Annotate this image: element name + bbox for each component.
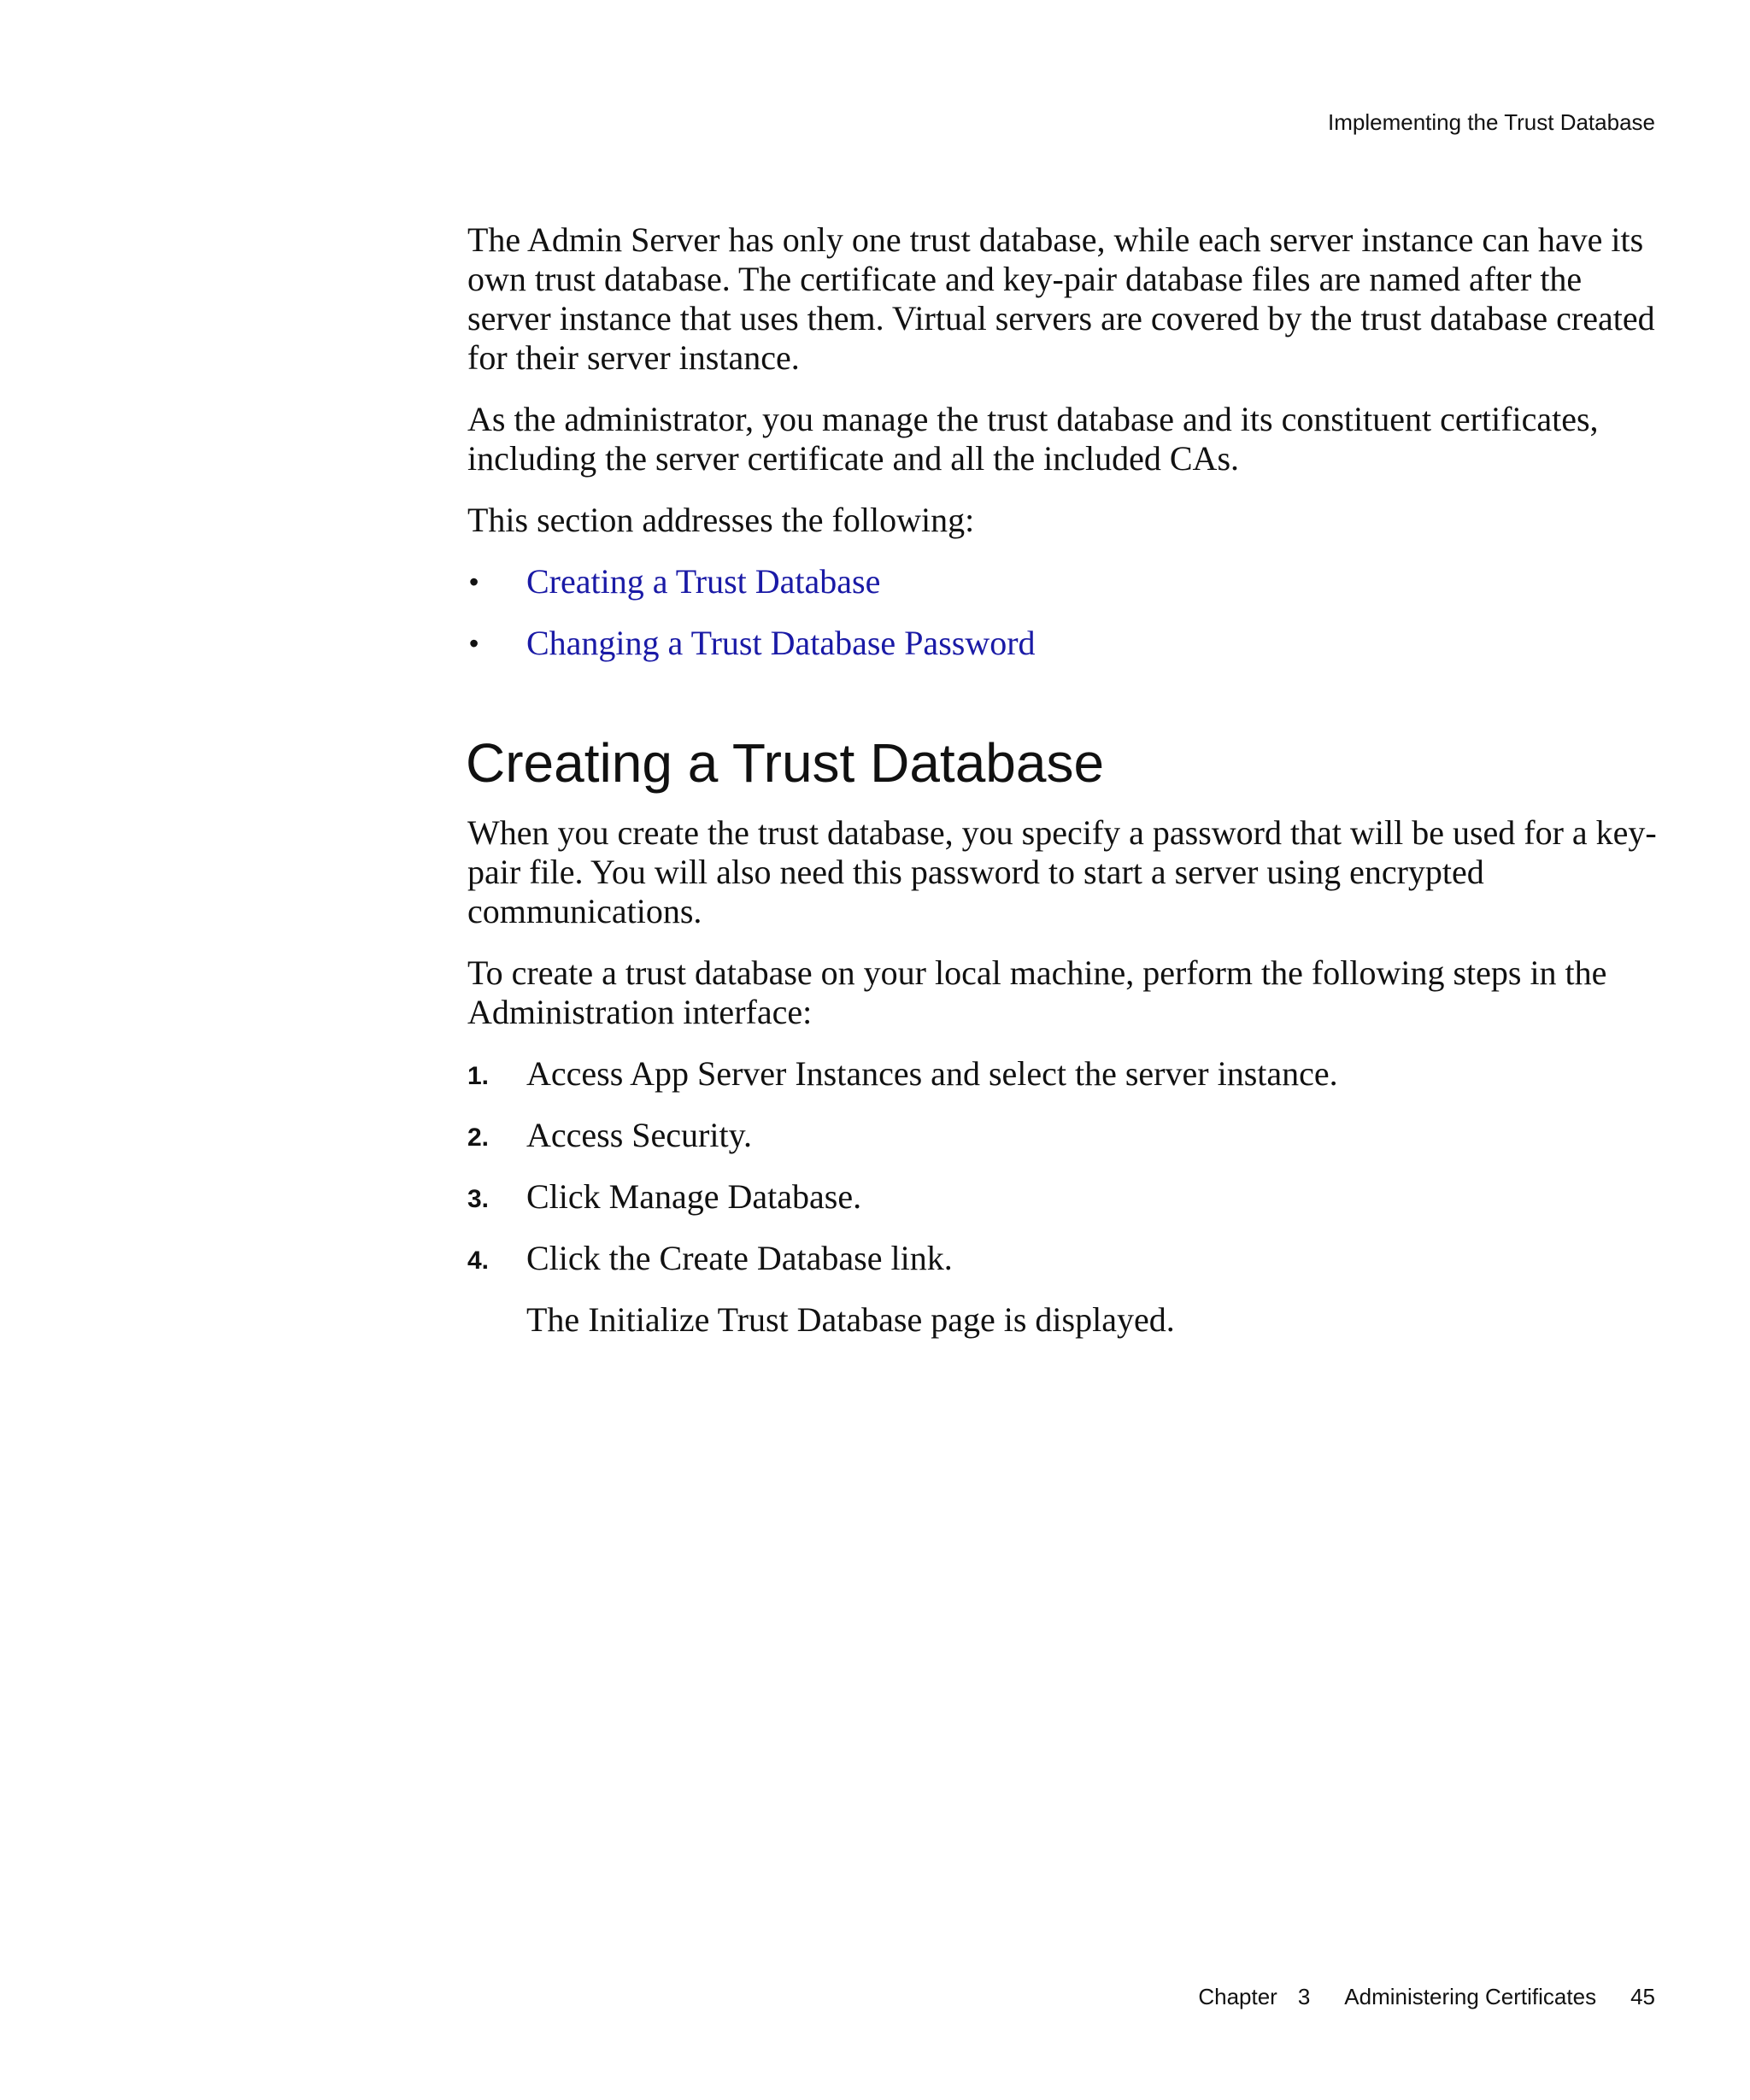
list-item bbox=[467, 624, 1664, 663]
step-text: Access Security. bbox=[526, 1116, 752, 1154]
list-item bbox=[467, 562, 1664, 601]
step-number: 2. bbox=[467, 1123, 490, 1152]
intro-paragraph-2: As the administrator, you manage the trust database and its constituent certificates, including the server certificate and all the included CAs. bbox=[467, 400, 1599, 478]
bullet-icon: • bbox=[469, 628, 479, 659]
procedure-steps bbox=[467, 1054, 1664, 1278]
step-text: Click Manage Database. bbox=[526, 1177, 862, 1216]
bullet-icon: • bbox=[469, 566, 479, 597]
step-result-note: The Initialize Trust Database page is displayed. bbox=[526, 1300, 1175, 1339]
step-item bbox=[467, 1054, 1664, 1094]
step-item bbox=[467, 1116, 1664, 1155]
footer-chapter-title: Administering Certificates bbox=[1344, 1984, 1597, 2009]
main-content bbox=[467, 220, 1664, 1362]
link-changing-trust-database-password[interactable]: Changing a Trust Database Password bbox=[526, 624, 1036, 662]
step-number: 1. bbox=[467, 1062, 490, 1090]
section-paragraph-2: To create a trust database on your local machine, perform the following steps in the Administration interface: bbox=[467, 953, 1607, 1031]
topic-list bbox=[467, 562, 1664, 663]
step-number: 4. bbox=[467, 1247, 490, 1275]
running-header: Implementing the Trust Database bbox=[1328, 109, 1655, 135]
section-heading: Creating a Trust Database bbox=[466, 732, 1105, 794]
step-text: Access App Server Instances and select the server instance. bbox=[526, 1054, 1338, 1093]
step-item bbox=[467, 1239, 1664, 1278]
footer-chapter-label: Chapter bbox=[1198, 1984, 1277, 2009]
link-creating-trust-database[interactable]: Creating a Trust Database bbox=[526, 562, 881, 601]
section-paragraph-1: When you create the trust database, you specify a password that will be used for a key-pair file. You will also need this password to start a server using encrypted communications. bbox=[467, 813, 1657, 930]
page-number: 45 bbox=[1630, 1984, 1655, 2009]
footer-chapter-number: 3 bbox=[1297, 1984, 1311, 2009]
intro-paragraph-1: The Admin Server has only one trust database, while each server instance can have its own trust database. The certificate and key-pair database files are named after the server instance that uses them. Virtual servers are covered by the trust database created for their server instance. bbox=[467, 220, 1655, 377]
step-item bbox=[467, 1177, 1664, 1217]
step-text: Click the Create Database link. bbox=[526, 1239, 953, 1277]
running-footer bbox=[1198, 1984, 1655, 2010]
intro-paragraph-3: This section addresses the following: bbox=[467, 501, 975, 539]
step-number: 3. bbox=[467, 1185, 490, 1213]
